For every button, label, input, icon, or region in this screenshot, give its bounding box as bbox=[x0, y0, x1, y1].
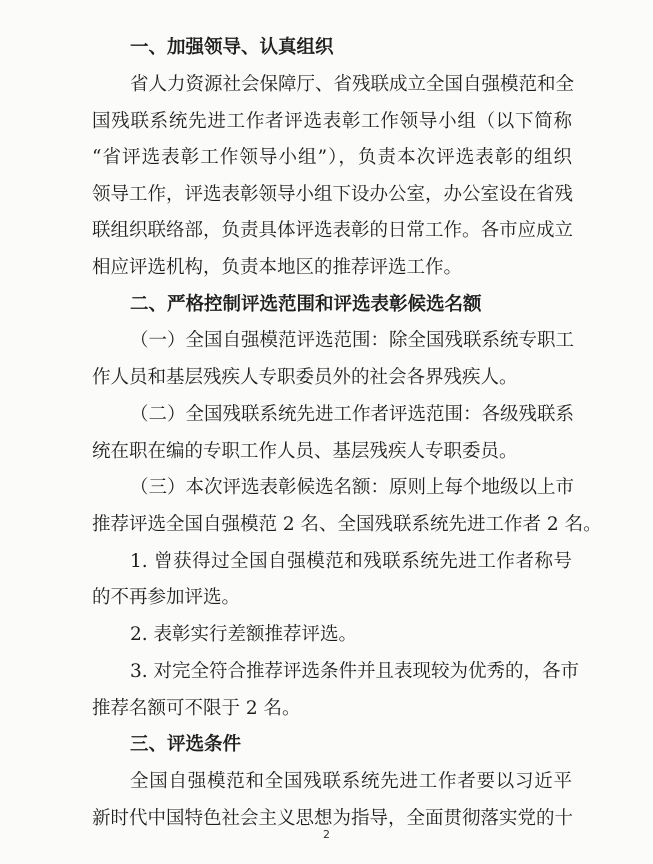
page-number: 2 bbox=[323, 828, 330, 841]
paragraph-line: （三）本次评选表彰候选名额：原则上每个地级以上市 bbox=[130, 477, 575, 498]
paragraph-line: 2. 表彰实行差额推荐评选。 bbox=[130, 624, 358, 645]
paragraph-line: 的不再参加评选。 bbox=[92, 587, 241, 608]
paragraph-line: 相应评选机构，负责本地区的推荐评选工作。 bbox=[92, 257, 463, 278]
section-heading-2: 二、严格控制评选范围和评选表彰候选名额 bbox=[130, 294, 482, 315]
paragraph-line: 国残联系统先进工作者评选表彰工作领导小组（以下简称 bbox=[92, 111, 572, 132]
section-heading-3: 三、评选条件 bbox=[130, 734, 242, 755]
section-heading-1: 一、加强领导、认真组织 bbox=[130, 37, 334, 58]
paragraph-line: 推荐评选全国自强模范 2 名、全国残联系统先进工作者 2 名。 bbox=[92, 514, 602, 535]
paragraph-line: 1. 曾获得过全国自强模范和残联系统先进工作者称号 bbox=[130, 551, 572, 572]
paragraph-line: （一）全国自强模范评选范围：除全国残联系统专职工 bbox=[130, 330, 575, 351]
paragraph-line: 新时代中国特色社会主义思想为指导，全面贯彻落实党的十 bbox=[92, 808, 574, 829]
paragraph-line: 全国自强模范和全国残联系统先进工作者要以习近平 bbox=[130, 771, 572, 792]
paragraph-line: （二）全国残联系统先进工作者评选范围：各级残联系 bbox=[130, 404, 575, 425]
paragraph-line: 推荐名额可不限于 2 名。 bbox=[92, 698, 301, 719]
paragraph-line: 领导工作，评选表彰领导小组下设办公室，办公室设在省残 bbox=[92, 184, 574, 205]
paragraph-line: 省人力资源社会保障厅、省残联成立全国自强模范和全 bbox=[130, 74, 575, 95]
paragraph-line: 3. 对完全符合推荐评选条件并且表现较为优秀的，各市 bbox=[130, 661, 580, 682]
paragraph-line: “省评选表彰工作领导小组”），负责本次评选表彰的组织 bbox=[92, 147, 572, 168]
paragraph-line: 作人员和基层残疾人专职委员外的社会各界残疾人。 bbox=[92, 367, 518, 388]
paragraph-line: 联组织联络部，负责具体评选表彰的日常工作。各市应成立 bbox=[92, 220, 574, 241]
paragraph-line: 统在职在编的专职工作人员、基层残疾人专职委员。 bbox=[92, 441, 518, 462]
